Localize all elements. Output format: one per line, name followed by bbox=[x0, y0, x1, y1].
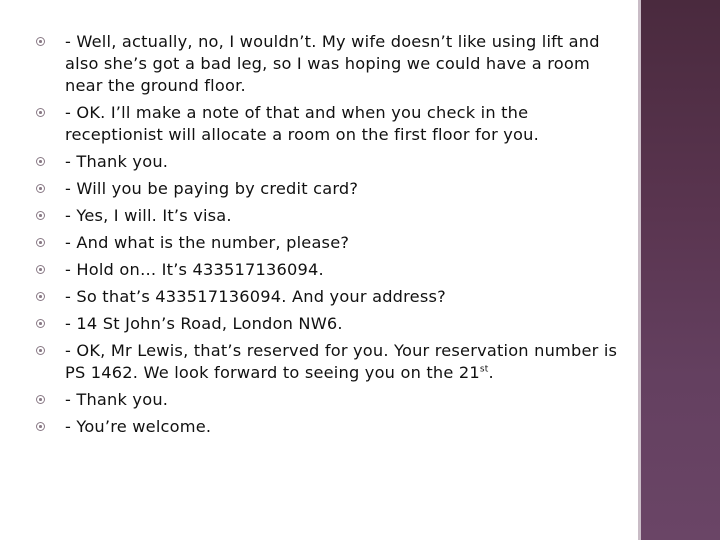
dialogue-line bbox=[36, 259, 626, 281]
dialogue-line bbox=[36, 416, 626, 438]
dialogue-line bbox=[36, 232, 626, 254]
dialogue-list bbox=[36, 31, 626, 443]
dialogue-line bbox=[36, 313, 626, 335]
dialogue-line bbox=[36, 151, 626, 173]
ordinal-suffix: st bbox=[479, 364, 489, 375]
decorative-side-band bbox=[641, 0, 720, 540]
dialogue-text: - Yes, I will. It’s visa. bbox=[65, 206, 232, 225]
dialogue-line bbox=[36, 389, 626, 411]
dialogue-line bbox=[36, 340, 626, 384]
dialogue-line bbox=[36, 205, 626, 227]
circle-bullet-icon bbox=[36, 108, 45, 117]
dialogue-text: - OK, Mr Lewis, that’s reserved for you. Your reservation number is PS 1462. We look forward to seeing you on the 21 bbox=[65, 341, 618, 382]
dialogue-line bbox=[36, 31, 626, 97]
circle-bullet-icon bbox=[36, 184, 45, 193]
circle-bullet-icon bbox=[36, 265, 45, 274]
circle-bullet-icon bbox=[36, 346, 45, 355]
dialogue-text: - And what is the number, please? bbox=[65, 233, 350, 252]
circle-bullet-icon bbox=[36, 292, 45, 301]
circle-bullet-icon bbox=[36, 395, 45, 404]
circle-bullet-icon bbox=[36, 211, 45, 220]
dialogue-text: - Hold on… It’s 433517136094. bbox=[65, 260, 324, 279]
circle-bullet-icon bbox=[36, 157, 45, 166]
dialogue-line bbox=[36, 286, 626, 308]
circle-bullet-icon bbox=[36, 238, 45, 247]
dialogue-text-end: . bbox=[488, 363, 494, 382]
dialogue-text: - Thank you. bbox=[65, 390, 169, 409]
circle-bullet-icon bbox=[36, 37, 45, 46]
dialogue-text: - So that’s 433517136094. And your address? bbox=[65, 287, 446, 306]
dialogue-line bbox=[36, 178, 626, 200]
dialogue-text: - Thank you. bbox=[65, 152, 169, 171]
dialogue-text: - Will you be paying by credit card? bbox=[65, 179, 359, 198]
circle-bullet-icon bbox=[36, 319, 45, 328]
dialogue-text: - 14 St John’s Road, London NW6. bbox=[65, 314, 343, 333]
dialogue-text: - You’re welcome. bbox=[65, 417, 212, 436]
circle-bullet-icon bbox=[36, 422, 45, 431]
dialogue-line bbox=[36, 102, 626, 146]
dialogue-text: - Well, actually, no, I wouldn’t. My wife doesn’t like using lift and also she’s got a bad leg, so I was hoping we could have a room near the ground floor. bbox=[65, 32, 600, 95]
dialogue-text: - OK. I’ll make a note of that and when you check in the receptionist will allocate a room on the first floor for you. bbox=[65, 103, 539, 144]
